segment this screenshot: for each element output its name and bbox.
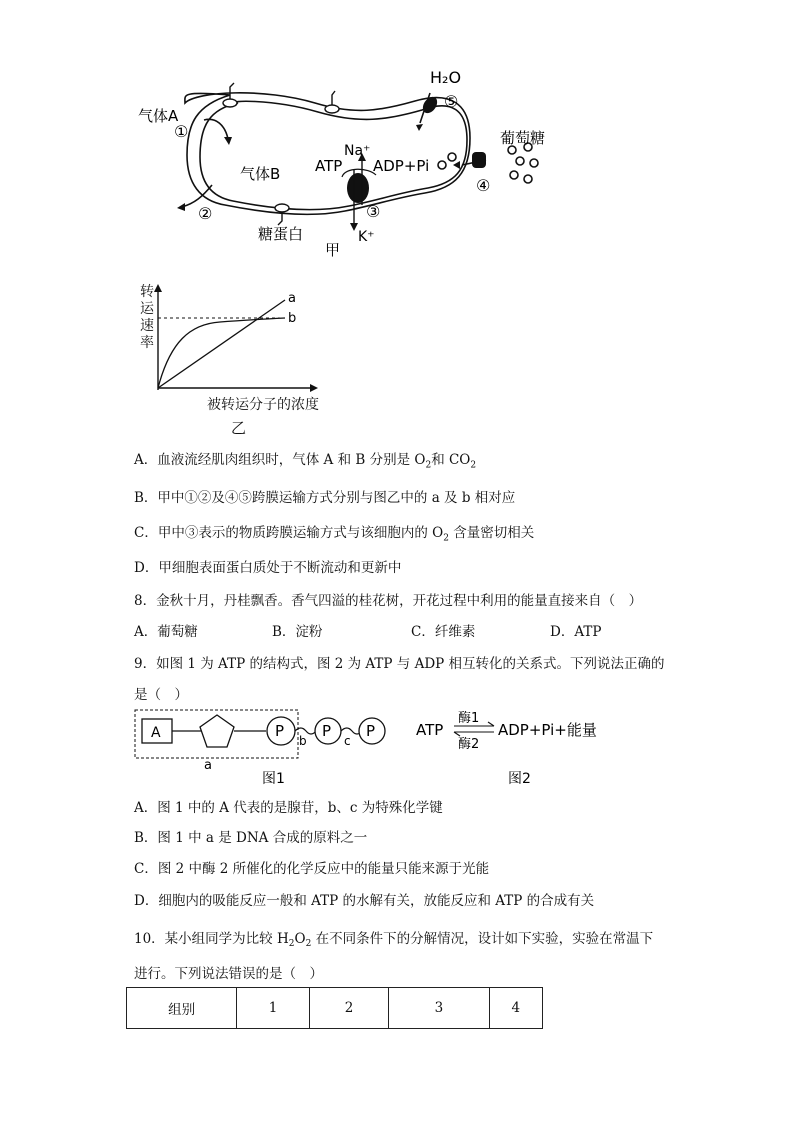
label-A: A xyxy=(151,725,161,741)
table-header-cell: 3 xyxy=(389,988,489,1029)
q9-option-b: B．图 1 中 a 是 DNA 合成的原料之一 xyxy=(134,830,368,846)
figure-yi-caption: 乙 xyxy=(231,419,247,437)
label-gas-a: 气体A xyxy=(138,107,179,125)
label-b: b xyxy=(299,734,307,748)
label-a: a xyxy=(204,758,212,773)
q8-option-a: A．葡萄糖 xyxy=(134,624,198,640)
sodium-potassium-pump xyxy=(347,173,369,203)
subscript: 2 xyxy=(305,939,312,949)
q7-option-d: D．甲细胞表面蛋白质处于不断流动和更新中 xyxy=(134,560,402,576)
q7-option-c xyxy=(134,521,534,544)
subscript: 2 xyxy=(443,533,449,544)
label-atp: ATP xyxy=(416,721,444,739)
glycoprotein-top-mid xyxy=(325,91,339,113)
q8-option-b: B．淀粉 xyxy=(272,624,323,640)
curve-a-label: a xyxy=(288,291,296,306)
q9-stem-line1: 9．如图 1 为 ATP 的结构式，图 2 为 ATP 与 ADP 相互转化的关系式。下列说法正确的 xyxy=(134,656,665,672)
label-enzyme1: 酶1 xyxy=(458,711,480,726)
q10-stem-suffix: 在不同条件下的分解情况，设计如下实验，实验在常温下 xyxy=(311,931,654,947)
experiment-table xyxy=(126,987,543,1029)
q7-option-c-text: C．甲中③表示的物质跨膜运输方式与该细胞内的 O xyxy=(134,525,444,541)
q7-option-a-text: A．血液流经肌肉组织时，气体 A 和 B 分别是 O xyxy=(134,452,426,468)
fig1-caption: 图1 xyxy=(262,771,285,787)
label-3: ③ xyxy=(366,202,381,221)
table-header-cell: 2 xyxy=(309,988,388,1029)
subscript: 2 xyxy=(470,460,477,471)
q7-option-a xyxy=(134,448,476,471)
label-products: ADP+Pi+能量 xyxy=(498,721,597,739)
q7-option-c-suffix: 含量密切相关 xyxy=(448,525,535,541)
q7-option-b: B．甲中①②及④⑤跨膜运输方式分别与图乙中的 a 及 b 相对应 xyxy=(134,490,516,506)
curve-b xyxy=(158,318,285,388)
table-header-cell: 1 xyxy=(237,988,310,1029)
q8-option-d: D．ATP xyxy=(550,624,602,640)
q7-option-a-mid: 和 CO xyxy=(431,452,471,468)
q10-stem-line2: 进行。下列说法错误的是（ ） xyxy=(134,966,323,982)
label-k: K⁺ xyxy=(358,229,375,245)
q10-stem-prefix: 10．某小组同学为比较 H xyxy=(134,931,289,947)
label-4: ④ xyxy=(476,176,491,195)
q9-option-c: C．图 2 中酶 2 所催化的化学反应中的能量只能来源于光能 xyxy=(134,861,490,877)
label-2: ② xyxy=(198,204,213,223)
label-5: ⑤ xyxy=(444,92,459,111)
label-P2: P xyxy=(322,722,332,740)
table-header-cell: 组别 xyxy=(127,988,237,1029)
figure-yi-ylabel: 转运速率 xyxy=(140,284,154,351)
label-gas-b: 气体B xyxy=(240,165,281,183)
fig2-caption: 图2 xyxy=(508,771,531,787)
label-adp-pi: ADP+Pi xyxy=(373,157,430,175)
q8-option-c: C．纤维素 xyxy=(411,624,476,640)
q9-option-d: D．细胞内的吸能反应一般和 ATP 的水解有关，放能反应和 ATP 的合成有关 xyxy=(134,893,595,909)
label-na: Na⁺ xyxy=(344,143,371,159)
label-glycoprotein: 糖蛋白 xyxy=(258,225,304,243)
atp-structure-figure xyxy=(130,705,392,790)
caption-jia: 甲 xyxy=(325,241,341,259)
label-1: ① xyxy=(174,122,189,141)
subscript: 2 xyxy=(425,460,432,471)
table-header-cell: 4 xyxy=(489,988,542,1029)
subscript: 2 xyxy=(288,939,295,949)
q10-stem-line1 xyxy=(134,927,653,949)
atp-adp-conversion-figure xyxy=(410,705,610,790)
q8-stem: 8．金秋十月，丹桂飘香。香气四溢的桂花树，开花过程中利用的能量直接来自（ ） xyxy=(134,593,643,609)
label-glucose: 葡萄糖 xyxy=(500,129,546,147)
ribose-pentagon xyxy=(200,715,234,747)
label-enzyme2: 酶2 xyxy=(458,737,480,752)
label-h2o: H₂O xyxy=(430,68,462,87)
q10-stem-o: O xyxy=(294,931,306,947)
label-atp: ATP xyxy=(315,157,343,175)
table-row xyxy=(127,988,543,1029)
figure-jia xyxy=(130,65,560,260)
q9-stem-line2: 是（ ） xyxy=(134,687,188,703)
label-P3: P xyxy=(366,722,376,740)
figure-yi-xlabel: 被转运分子的浓度 xyxy=(207,397,319,413)
glycoprotein-bottom xyxy=(275,204,289,225)
q9-option-a: A．图 1 中的 A 代表的是腺苷，b、c 为特殊化学键 xyxy=(134,800,443,816)
label-P1: P xyxy=(275,722,285,740)
label-c: c xyxy=(344,734,351,748)
curve-b-label: b xyxy=(288,311,297,326)
